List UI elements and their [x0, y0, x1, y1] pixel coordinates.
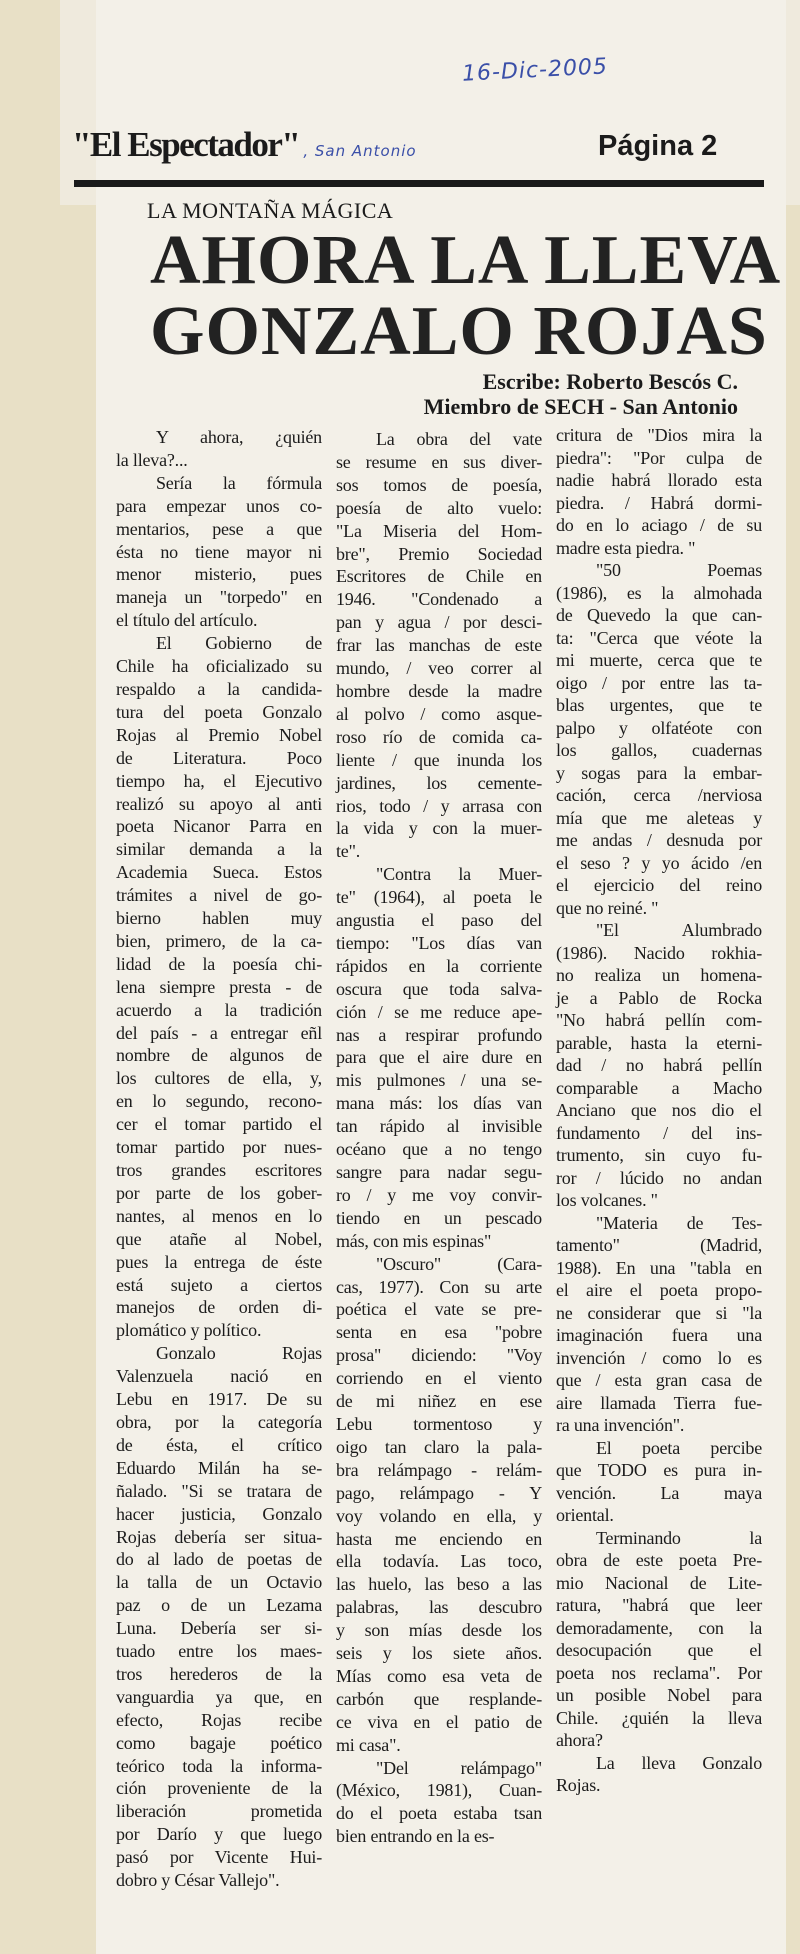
text-line: los cultores de ella, y,: [116, 1068, 322, 1089]
text-line: vención. La maya: [556, 1482, 762, 1503]
headline-line-1: AHORA LA LLEVA: [150, 222, 782, 299]
paragraph: [556, 1752, 762, 1797]
text-line: Lebu tormentoso y: [336, 1413, 542, 1434]
text-line: ror / lúcido no andan: [556, 1167, 762, 1188]
text-line: La lleva Gonzalo: [596, 1752, 762, 1773]
text-line: ñalado. "Si se tratara de: [116, 1480, 322, 1501]
text-line: por Darío y que luego: [116, 1824, 322, 1845]
text-line: la lleva?...: [116, 449, 188, 470]
masthead-row: [72, 125, 417, 165]
text-line: carbón que resplande-: [336, 1688, 542, 1709]
text-line: Rojas debería ser situa-: [116, 1526, 322, 1547]
text-line: Chile. ¿quién la lleva: [556, 1707, 762, 1728]
text-line: frar las manchas de este: [336, 635, 542, 656]
paragraph: [116, 472, 322, 632]
paragraph: [556, 919, 762, 1212]
text-line: cación, cerca /nerviosa: [556, 785, 762, 805]
text-line: aire llamada Tierra fue-: [556, 1392, 762, 1413]
article-column-3: [556, 424, 762, 1797]
text-line: más, con mis espinas": [336, 1230, 492, 1251]
text-line: angustia el paso del: [336, 910, 542, 931]
text-line: lena siempre presta - de: [116, 976, 322, 997]
text-line: seis y los siete años.: [336, 1643, 542, 1664]
text-line: obra de este poeta Pre-: [556, 1550, 762, 1570]
text-line: océano que a no tengo: [336, 1139, 542, 1160]
text-line: piedra": "Por culpa de: [556, 447, 762, 468]
text-line: tamento" (Madrid,: [556, 1235, 762, 1255]
text-line: poética el vate se pre-: [336, 1299, 542, 1320]
text-line: teórico toda la informa-: [116, 1755, 322, 1776]
text-line: poeta Nicanor Parra en: [116, 816, 322, 837]
text-line: nadie habrá llorado esta: [556, 470, 762, 490]
text-line: La obra del vate: [376, 429, 542, 449]
text-line: del país - a entregar eñl: [116, 1022, 322, 1043]
text-line: rápidos en la corriente: [336, 955, 542, 976]
text-line: sangre para nadar segu-: [336, 1162, 542, 1182]
text-line: do el poeta estaba tsan: [336, 1803, 542, 1824]
paragraph: [116, 632, 322, 1342]
paragraph: [116, 1342, 322, 1892]
text-line: que TODO es pura in-: [556, 1460, 762, 1480]
paragraph: [336, 1757, 542, 1849]
paragraph: [336, 428, 542, 863]
text-line: Mías como esa veta de: [336, 1665, 542, 1686]
text-line: Rojas al Premio Nobel: [116, 724, 322, 745]
text-line: corriendo en el viento: [336, 1368, 542, 1389]
text-line: ne considerar que si "la: [556, 1302, 762, 1323]
text-line: bien entrando en la es-: [336, 1826, 495, 1847]
text-line: maneja un "torpedo" en: [116, 587, 322, 608]
text-line: Terminando la: [596, 1527, 762, 1548]
text-line: mi casa".: [336, 1734, 401, 1755]
text-line: efecto, Rojas recibe: [116, 1709, 322, 1730]
text-line: Rojas.: [556, 1775, 601, 1795]
text-line: tuado entre los maes-: [116, 1641, 322, 1662]
text-line: el aire el poeta propo-: [556, 1280, 762, 1300]
text-line: pasó por Vicente Hui-: [116, 1847, 322, 1868]
text-line: mundo, / veo correr al: [336, 658, 542, 679]
text-line: paz o de un Lezama: [116, 1595, 322, 1616]
text-line: poesía de alto vuelo:: [336, 497, 542, 518]
text-line: tomar partido por nues-: [116, 1137, 322, 1158]
text-line: pan y agua / por desci-: [336, 612, 542, 633]
text-line: Gonzalo Rojas: [156, 1343, 322, 1364]
text-line: trumento, sin cuyo fu-: [556, 1145, 762, 1165]
text-line: rios, todo / y arrasa con: [336, 795, 542, 816]
text-line: que / esta gran casa de: [556, 1370, 762, 1390]
text-line: mana más: los días van: [336, 1093, 542, 1114]
text-line: piedra. / Habrá dormi-: [556, 492, 762, 513]
text-line: 1988). En una "tabla en: [556, 1257, 762, 1278]
text-line: el seso ? y yo ácido /en: [556, 852, 762, 873]
text-line: la vida y con la muer-: [336, 818, 542, 839]
paragraph: [556, 1212, 762, 1437]
text-line: 1946. "Condenado a: [336, 589, 542, 610]
text-line: ra una invención".: [556, 1415, 685, 1435]
text-line: vanguardia ya que, en: [116, 1686, 322, 1707]
text-line: tros herederos de la: [116, 1663, 322, 1684]
text-line: Academia Sueca. Estos: [116, 862, 322, 883]
text-line: "Del relámpago": [376, 1757, 542, 1778]
text-line: se resume en sus diver-: [336, 451, 542, 472]
text-line: por parte de los gober-: [116, 1182, 322, 1203]
text-line: acuerdo a la tradición: [116, 999, 322, 1020]
text-line: El poeta percibe: [596, 1437, 762, 1458]
text-line: me andas / desnuda por: [556, 830, 762, 850]
text-line: "Materia de Tes-: [596, 1212, 762, 1233]
text-line: "El Alumbrado: [596, 920, 762, 940]
text-line: de mi niñez en ese: [336, 1391, 542, 1412]
text-line: los volcanes. ": [556, 1190, 658, 1210]
text-line: realizó su apoyo al anti: [116, 793, 322, 814]
text-line: "50 Poemas: [596, 560, 762, 580]
text-line: el ejercicio del reino: [556, 875, 762, 895]
text-line: tura del poeta Gonzalo: [116, 701, 322, 722]
text-line: ce viva en el patio de: [336, 1711, 542, 1732]
text-line: bien, primero, de la ca-: [116, 930, 322, 951]
text-line: ción / se me reduce ape-: [336, 1001, 542, 1022]
text-line: do en lo aciago / de su: [556, 515, 762, 535]
text-line: demoradamente, con la: [556, 1617, 762, 1638]
text-line: mentarios, pese a que: [116, 518, 322, 539]
text-line: trámites a nivel de go-: [116, 885, 322, 906]
text-line: palabras, las descubro: [336, 1597, 542, 1618]
text-line: hasta me enciendo en: [336, 1528, 542, 1549]
text-line: el título del artículo.: [116, 610, 258, 631]
paragraph: [336, 1253, 542, 1757]
text-line: Chile ha oficializado su: [116, 656, 322, 677]
text-line: las huelo, las beso a las: [336, 1574, 542, 1595]
text-line: blas urgentes, que te: [556, 695, 762, 715]
paragraph: [556, 424, 762, 559]
text-line: te" (1964), al poeta le: [336, 887, 542, 908]
text-line: ro / y me voy convir-: [336, 1184, 542, 1205]
text-line: oigo / por entre las ta-: [556, 672, 762, 693]
text-line: Escritores de Chile en: [336, 566, 542, 587]
paragraph: [116, 426, 322, 472]
text-line: ción proveniente de la: [116, 1778, 322, 1799]
text-line: Lebu en 1917. De su: [116, 1389, 322, 1410]
text-line: (1986). Nacido rokhia-: [556, 942, 762, 963]
text-line: que atañe al Nobel,: [116, 1228, 322, 1249]
newspaper-name: "El Espectador": [72, 125, 300, 164]
text-line: sos tomos de poesía,: [336, 474, 542, 495]
text-line: tiempo: "Los días van: [336, 932, 542, 953]
text-line: fundamento / del ins-: [556, 1122, 762, 1143]
headline-line-2: GONZALO ROJAS: [150, 293, 768, 370]
text-line: y sogas para la embar-: [556, 762, 762, 783]
text-line: tiempo ha, el Ejecutivo: [116, 770, 322, 791]
text-line: invención / como lo es: [556, 1347, 762, 1368]
text-line: tan rápido al invisible: [336, 1116, 542, 1137]
text-line: Anciano que nos dio el: [556, 1100, 762, 1120]
text-line: liente / que inunda los: [336, 749, 542, 770]
text-line: Y ahora, ¿quién: [156, 427, 322, 447]
text-line: en lo segundo, recono-: [116, 1091, 322, 1112]
article-kicker: LA MONTAÑA MÁGICA: [147, 198, 394, 223]
text-line: (México, 1981), Cuan-: [336, 1780, 542, 1801]
text-line: como bagaje poético: [116, 1732, 322, 1753]
text-line: palpo y olfatéote con: [556, 717, 762, 738]
text-line: bra relámpago - relám-: [336, 1459, 542, 1480]
text-line: prosa" diciendo: "Voy: [336, 1345, 542, 1366]
text-line: "Oscuro" (Cara-: [376, 1253, 542, 1274]
header-rule: [74, 180, 764, 187]
text-line: oscura que toda salva-: [336, 978, 542, 999]
text-line: dad / no habrá pellín: [556, 1055, 762, 1075]
text-line: mi muerte, cerca que te: [556, 650, 762, 670]
text-line: oigo tan claro la pala-: [336, 1436, 542, 1457]
text-line: Valenzuela nació en: [116, 1366, 322, 1387]
text-line: similar demanda a la: [116, 839, 322, 860]
text-line: bre", Premio Sociedad: [336, 543, 542, 564]
page-number: Página 2: [598, 130, 718, 162]
article-column-1: [116, 426, 322, 1892]
text-line: voy volando en ella, y: [336, 1505, 542, 1526]
text-line: ta: "Cerca que véote la: [556, 627, 762, 648]
text-line: obra, por la categoría: [116, 1411, 322, 1432]
text-line: la talla de un Octavio: [116, 1572, 322, 1593]
byline-author: Escribe: Roberto Bescós C.: [482, 369, 738, 394]
text-line: critura de "Dios mira la: [556, 425, 762, 445]
text-line: cer el tomar partido el: [116, 1114, 322, 1135]
text-line: Eduardo Milán ha se-: [116, 1457, 322, 1478]
text-line: ella todavía. Las toco,: [336, 1551, 542, 1572]
text-line: nantes, al menos en lo: [116, 1205, 322, 1226]
text-line: te".: [336, 841, 361, 862]
text-line: al polvo / como asque-: [336, 703, 542, 724]
text-line: cas, 1977). Con su arte: [336, 1276, 542, 1297]
text-line: menor misterio, pues: [116, 564, 322, 585]
text-line: do al lado de poetas de: [116, 1549, 322, 1570]
text-line: dobro y César Vallejo".: [116, 1870, 280, 1891]
text-line: no realiza un homena-: [556, 965, 762, 985]
article-column-2: [336, 428, 542, 1848]
text-line: plomático y político.: [116, 1320, 262, 1341]
paragraph: [556, 1437, 762, 1527]
byline-affiliation: Miembro de SECH - San Antonio: [423, 394, 738, 419]
text-line: comparable a Macho: [556, 1077, 762, 1098]
text-line: pago, relámpago - Y: [336, 1482, 542, 1503]
text-line: respaldo a la candida-: [116, 678, 322, 699]
text-line: nombre de algunos de: [116, 1045, 322, 1066]
text-line: para empezar unos co-: [116, 495, 322, 516]
text-line: está sujeto a ciertos: [116, 1274, 322, 1295]
text-line: nas a respirar profundo: [336, 1024, 542, 1045]
text-line: de Quevedo la que can-: [556, 605, 762, 625]
text-line: Luna. Debería ser si-: [116, 1618, 322, 1639]
text-line: (1986), es la almohada: [556, 582, 762, 603]
text-line: oriental.: [556, 1505, 614, 1525]
text-line: hombre desde la madre: [336, 680, 542, 701]
text-line: Sería la fórmula: [156, 472, 322, 493]
text-line: je a Pablo de Rocka: [556, 987, 762, 1008]
text-line: "Contra la Muer-: [376, 864, 542, 885]
text-line: hacer justicia, Gonzalo: [116, 1503, 322, 1524]
paragraph: [556, 559, 762, 919]
text-line: para que el aire dure en: [336, 1047, 542, 1068]
text-line: ésta no tiene mayor ni: [116, 541, 322, 562]
text-line: que no reiné. ": [556, 897, 659, 918]
text-line: jardines, los cemente-: [336, 772, 542, 793]
text-line: mio Nacional de Lite-: [556, 1572, 762, 1593]
text-line: bierno hablen muy: [116, 908, 322, 929]
text-line: senta en esa "pobre: [336, 1322, 542, 1343]
text-line: tros grandes escritores: [116, 1160, 322, 1180]
text-line: manejos de orden di-: [116, 1297, 322, 1318]
text-line: El Gobierno de: [156, 633, 322, 654]
text-line: y son mías desde los: [336, 1620, 542, 1641]
text-line: mis pulmones / una se-: [336, 1070, 542, 1091]
text-line: "La Miseria del Hom-: [336, 520, 542, 541]
text-line: parable, hasta la eterni-: [556, 1032, 762, 1053]
text-line: liberación prometida: [116, 1801, 322, 1822]
text-line: poeta nos reclama". Por: [556, 1662, 762, 1683]
text-line: de ésta, el crítico: [116, 1434, 322, 1455]
paragraph: [556, 1527, 762, 1752]
text-line: ratura, "habrá que leer: [556, 1595, 762, 1615]
text-line: imaginación fuera una: [556, 1325, 762, 1345]
text-line: ahora?: [556, 1730, 603, 1750]
text-line: de Literatura. Poco: [116, 747, 322, 768]
paragraph: [336, 863, 542, 1252]
text-line: mía que me aleteas y: [556, 807, 762, 828]
text-line: desocupación que el: [556, 1640, 762, 1660]
handwritten-date: 16-Dic-2005: [461, 54, 609, 87]
text-line: pues la entrega de éste: [116, 1251, 322, 1272]
text-line: un posible Nobel para: [556, 1685, 762, 1705]
handwritten-location: , San Antonio: [303, 142, 417, 160]
text-line: los gallos, cuadernas: [556, 740, 762, 760]
text-line: tiendo en un pescado: [336, 1207, 542, 1228]
text-line: roso río de comida ca-: [336, 726, 542, 747]
text-line: lidad de la poesía chi-: [116, 953, 322, 974]
text-line: madre esta piedra. ": [556, 537, 696, 558]
text-line: "No habrá pellín com-: [556, 1010, 762, 1030]
